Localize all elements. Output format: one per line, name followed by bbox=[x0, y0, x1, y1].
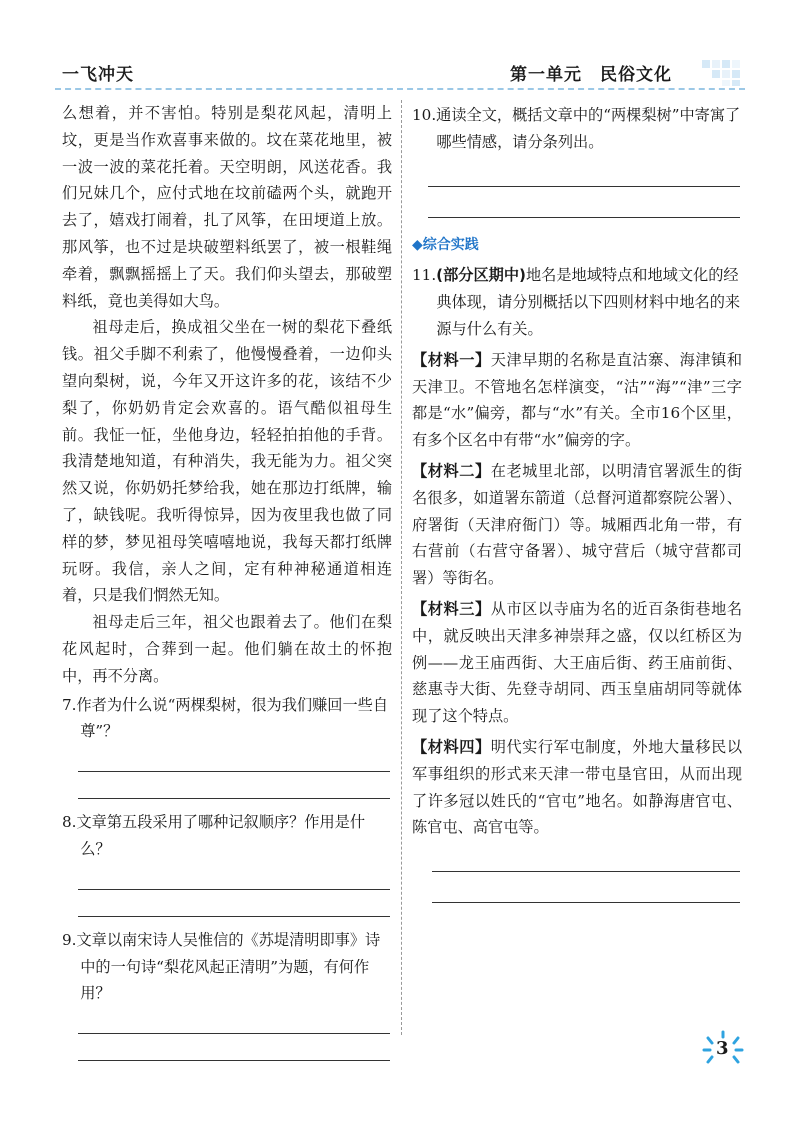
material-2 bbox=[412, 458, 742, 592]
answer-line[interactable] bbox=[432, 841, 740, 872]
question-8-text: 8.文章第五段采用了哪种记叙顺序？作用是什么？ bbox=[62, 813, 366, 858]
material-text: 明代实行军屯制度，外地大量移民以军事组织的形式来天津一带屯垦官田，从而出现了许多冠以姓氏的“官屯”地名。如静海唐官屯、陈官屯、高官屯等。 bbox=[412, 737, 743, 837]
answer-line[interactable] bbox=[78, 890, 390, 917]
question-7-text: 7.作者为什么说“两棵梨树，很为我们赚回一些自尊”？ bbox=[62, 695, 389, 741]
answer-line[interactable] bbox=[78, 1007, 390, 1034]
header-rule bbox=[55, 88, 745, 90]
question-10-text: 10.通读全文，概括文章中的“两棵梨树”中寄寓了哪些情感，请分条列出。 bbox=[412, 106, 741, 151]
material-tag: 【材料三】 bbox=[412, 599, 491, 618]
answer-line[interactable] bbox=[78, 863, 390, 890]
question-9 bbox=[62, 927, 392, 1061]
question-7 bbox=[62, 692, 392, 800]
column-divider bbox=[401, 100, 402, 1035]
answer-line[interactable] bbox=[432, 872, 740, 903]
material-tag: 【材料四】 bbox=[412, 737, 491, 756]
answer-line[interactable] bbox=[428, 187, 740, 218]
answer-line[interactable] bbox=[78, 772, 390, 799]
material-text: 从市区以寺庙为名的近百条街巷地名中，就反映出天津多神崇拜之盛，仅以红桥区为例——龙王庙西街、大王庙后街、药王庙前街、慈惠寺大街、先登寺胡同、西玉皇庙胡同等就体现了这个特点。 bbox=[412, 599, 743, 726]
page-number: 3 bbox=[716, 1038, 729, 1059]
material-tag: 【材料一】 bbox=[412, 350, 491, 369]
right-column bbox=[412, 100, 742, 903]
left-column bbox=[62, 100, 392, 1061]
material-text: 天津早期的名称是直沽寨、海津镇和天津卫。不管地名怎样演变，“沽”“海”“津”三字都是“水”偏旁，都与“水”有关。全市16个区里，有多个区名中有带“水”偏旁的字。 bbox=[412, 350, 743, 450]
question-11-source-tag: (部分区期中) bbox=[436, 266, 526, 285]
material-4 bbox=[412, 734, 742, 841]
answer-line[interactable] bbox=[78, 745, 390, 772]
material-tag: 【材料二】 bbox=[412, 461, 491, 480]
corner-grid-decoration bbox=[700, 58, 744, 88]
question-11-number: 11. bbox=[412, 266, 437, 285]
question-11-prompt: 地名是地域特点和地域文化的经典体现，请分别概括以下四则材料中地名的来源与什么有关。 bbox=[436, 266, 741, 338]
section-heading: ◆综合实践 bbox=[412, 236, 479, 253]
question-11 bbox=[412, 262, 742, 342]
passage-paragraph: 么想着，并不害怕。特别是梨花风起，清明上坟，更是当作欢喜事来做的。坟在菜花地里，被一波一波的菜花托着。天空明朗，风送花香。我们兄妹几个，应付式地在坟前磕两个头，就跑开去了，嬉戏打闹着，扎了风筝，在田埂道上放。那风筝，也不过是块破塑料纸罢了，被一根鞋绳牵着，飘飘摇摇上了天。我们仰头望去，那破塑料纸，竟也美得如大鸟。 bbox=[62, 104, 392, 310]
series-logo: 一飞冲天 bbox=[62, 65, 134, 85]
passage-paragraph: 祖母走后三年，祖父也跟着去了。他们在梨花风起时，合葬到一起。他们躺在故土的怀抱中，再不分离。 bbox=[62, 613, 392, 685]
passage-paragraph: 祖母走后，换成祖父坐在一树的梨花下叠纸钱。祖父手脚不利索了，他慢慢叠着，一边仰头望向梨树，说，今年又开这许多的花，该结不少梨了，你奶奶肯定会欢喜的。语气酷似祖母生前。我怔一怔，坐他身边，轻轻拍拍他的手背。我清楚地知道，有种消失，我无能为力。祖父突然又说，你奶奶托梦给我，她在那边打纸牌，输了，缺钱呢。我听得惊异，因为夜里我也做了同样的梦，梦见祖母笑嘻嘻地说，我每天都打纸牌玩呀。我信，亲人之间，定有种神秘通道相连着，只是我们惘然无知。 bbox=[62, 318, 392, 605]
material-1 bbox=[412, 347, 742, 454]
answer-line[interactable] bbox=[428, 156, 740, 187]
answer-line[interactable] bbox=[78, 1034, 390, 1061]
question-10 bbox=[412, 102, 742, 218]
material-text: 在老城里北部，以明清官署派生的街名很多，如道署东箭道（总督河道都察院公署）、府署街（天津府衙门）等。城厢西北角一带，有右营前（右营守备署）、城守营后（城守营都司署）等街名。 bbox=[412, 461, 743, 588]
question-11-text bbox=[412, 262, 742, 342]
question-9-text: 9.文章以南宋诗人吴惟信的《苏堤清明即事》诗中的一句诗“梨花风起正清明”为题，有何作用？ bbox=[62, 930, 381, 1003]
material-3 bbox=[412, 596, 742, 730]
unit-title: 第一单元 民俗文化 bbox=[510, 65, 672, 85]
page-header bbox=[0, 0, 800, 95]
question-8 bbox=[62, 809, 392, 917]
